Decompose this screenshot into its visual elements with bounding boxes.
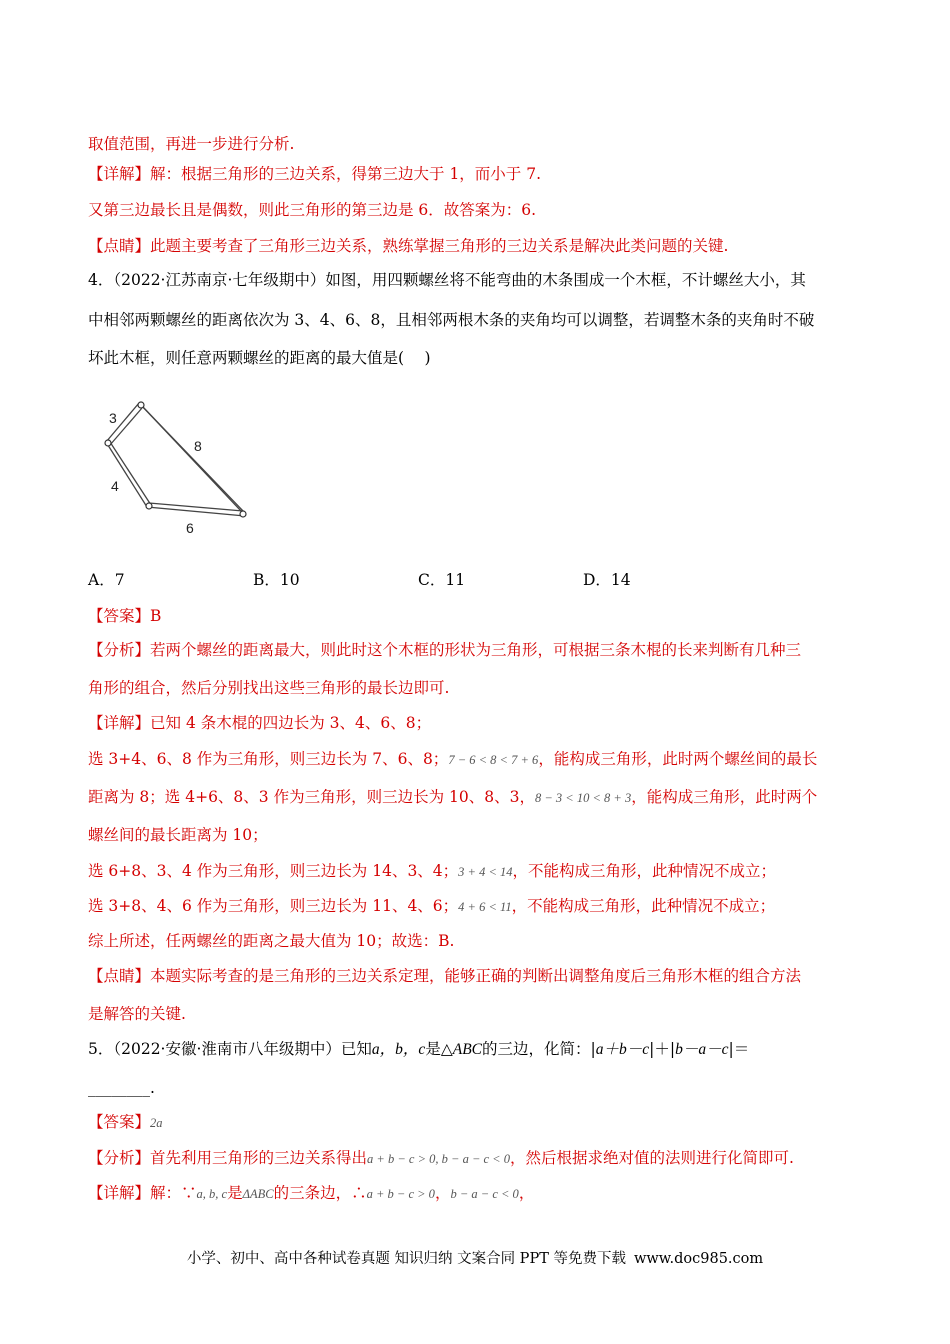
math-inequality: a + b − c > 0, b − a − c < 0 bbox=[367, 1152, 510, 1166]
q4-detail-6: 选 3+8、4、6 作为三角形，则三边长为 11、4、6；4 + 6 < 11，不能构成三角形，此种情况不成立； bbox=[88, 897, 776, 915]
label-6: 6 bbox=[186, 520, 194, 536]
comment-text: 此题主要考查了三角形三边关系，熟练掌握三角形的三边关系是解决此类问题的关键. bbox=[150, 237, 729, 255]
detail-tag: 【详解】 bbox=[88, 165, 151, 183]
detail-text: 已知 4 条木棍的四边长为 3、4、6、8； bbox=[150, 714, 432, 732]
detail-text: 解：根据三角形的三边关系，得第三边大于 1，而小于 7. bbox=[150, 165, 542, 183]
prev-comment bbox=[88, 236, 728, 256]
comment-tag: 【点睛】 bbox=[88, 967, 151, 985]
answer-tag: 【答案】 bbox=[88, 1113, 151, 1131]
q4-detail-4: 螺丝间的最长距离为 10； bbox=[88, 826, 268, 844]
option-a[interactable]: A．7 bbox=[88, 571, 125, 589]
comment-text: 本题实际考查的是三角形的三边关系定理，能够正确的判断出调整角度后三角形木框的组合方法 bbox=[150, 967, 802, 985]
math-inequality: 4 + 6 < 11 bbox=[458, 900, 512, 914]
analysis-tag: 【分析】 bbox=[88, 641, 151, 659]
prev-detail bbox=[88, 164, 541, 184]
option-d[interactable]: D．14 bbox=[583, 571, 631, 589]
q4-stem-3: 坏此木框，则任意两颗螺丝的距离的最大值是( ) bbox=[88, 349, 431, 367]
math-inequality: 8 − 3 < 10 < 8 + 3 bbox=[534, 791, 632, 805]
q4-detail-5: 选 6+8、3、4 作为三角形，则三边长为 14、3、4；3 + 4 < 14，不能构成三角形，此种情况不成立； bbox=[88, 862, 777, 880]
answer-value: 2a bbox=[150, 1116, 163, 1130]
q4-detail-1 bbox=[88, 713, 431, 733]
q4-answer bbox=[88, 606, 161, 626]
q5-detail: 【详解】解：∵a, b, c是ΔABC的三条边，∴a + b − c > 0，b − a − c < 0， bbox=[88, 1184, 535, 1202]
q5-analysis: 【分析】首先利用三角形的三边关系得出a + b − c > 0, b − a − c < 0，然后根据求绝对值的法则进行化简即可. bbox=[88, 1149, 794, 1167]
q4-detail-3: 距离为 8；选 4+6、8、3 作为三角形，则三边长为 10、8、3，8 − 3 < 10 < 8 + 3，能构成三角形，此时两个 bbox=[88, 788, 818, 806]
comment-tag: 【点睛】 bbox=[88, 237, 151, 255]
option-c[interactable]: C．11 bbox=[418, 571, 466, 589]
q5-stem-1: 5．（2022·安徽·淮南市八年级期中）已知a，b，c是△ABC的三边，化简：|a＋b－c|＋|b－a－c|＝ bbox=[88, 1040, 750, 1058]
analysis-text: 若两个螺丝的距离最大，则此时这个木框的形状为三角形，可根据三条木棍的长来判断有几种三 bbox=[150, 641, 802, 659]
q4-stem-2: 中相邻两颗螺丝的距离依次为 3、4、6、8，且相邻两根木条的夹角均可以调整，若调整木条的夹角时不破 bbox=[88, 311, 815, 329]
math-inequality: 3 + 4 < 14 bbox=[458, 865, 513, 879]
q5-answer bbox=[88, 1112, 163, 1133]
answer-tag: 【答案】 bbox=[88, 607, 151, 625]
label-4: 4 bbox=[111, 478, 119, 494]
q4-comment-1 bbox=[88, 966, 801, 986]
label-3: 3 bbox=[109, 410, 117, 426]
q4-analysis-2: 角形的组合，然后分别找出这些三角形的最长边即可. bbox=[88, 679, 450, 697]
analysis-tag: 【分析】 bbox=[88, 1149, 151, 1167]
detail-tag: 【详解】 bbox=[88, 714, 151, 732]
option-b[interactable]: B．10 bbox=[253, 571, 300, 589]
footer-text: 小学、初中、高中各种试卷真题 知识归纳 文案合同 PPT 等免费下载 bbox=[186, 1251, 626, 1267]
page-footer bbox=[0, 1247, 950, 1268]
prev-analysis-end: 取值范围，再进一步进行分析. bbox=[88, 135, 295, 153]
answer-value: B bbox=[150, 607, 162, 625]
q4-analysis-1 bbox=[88, 640, 801, 660]
footer-site-link[interactable]: www.doc985.com bbox=[633, 1251, 764, 1267]
q4-comment-2: 是解答的关键. bbox=[88, 1005, 186, 1023]
q4-stem-1: 4．（2022·江苏南京·七年级期中）如图，用四颗螺丝将不能弯曲的木条围成一个木框，不计螺丝大小，其 bbox=[88, 271, 806, 289]
q4-detail-2: 选 3+4、6、8 作为三角形，则三边长为 7、6、8；7 − 6 < 8 < 7 + 6，能构成三角形，此时两个螺丝间的最长 bbox=[88, 750, 818, 768]
q4-detail-7: 综上所述，任两螺丝的距离之最大值为 10；故选：B. bbox=[88, 932, 455, 950]
math-inequality: 7 − 6 < 8 < 7 + 6 bbox=[448, 753, 539, 767]
label-8: 8 bbox=[194, 438, 202, 454]
wood-frame-figure bbox=[95, 395, 265, 545]
prev-detail-2: 又第三边最长且是偶数，则此三角形的第三边是 6．故答案为：6. bbox=[88, 201, 537, 219]
detail-tag: 【详解】 bbox=[88, 1184, 151, 1202]
q5-blank: ________. bbox=[88, 1079, 155, 1097]
